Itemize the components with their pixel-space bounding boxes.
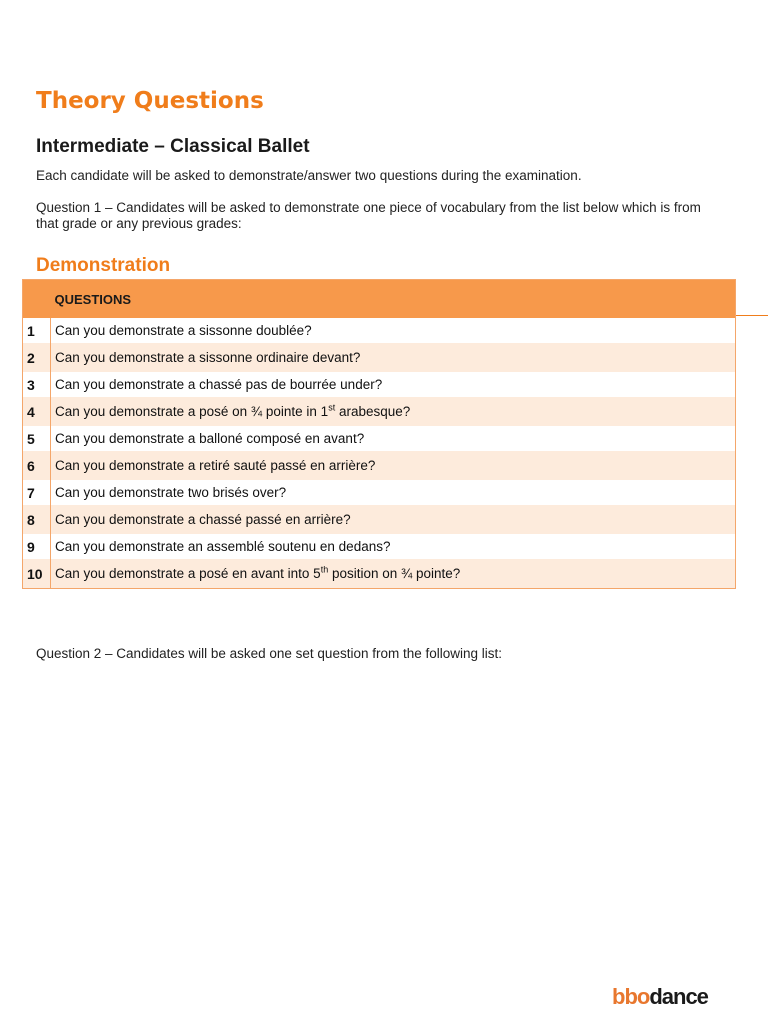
ordinal-suffix: th: [320, 564, 329, 575]
question-text-start: Can you demonstrate a posé en avant into 5: [55, 566, 321, 581]
table-row: [23, 451, 736, 480]
page-title: Theory Questions: [36, 88, 264, 114]
question-text: Can you demonstrate a sissonne doublée?: [51, 318, 736, 343]
question2-text: Question 2 – Candidates will be asked one set question from the following list:: [36, 646, 503, 661]
table-row: [23, 426, 736, 451]
row-number: 9: [23, 534, 51, 559]
row-number: 1: [23, 318, 51, 343]
side-divider-line: [736, 315, 768, 316]
table-row: [23, 505, 736, 534]
row-number: 7: [23, 480, 51, 505]
row-number: 3: [23, 372, 51, 397]
question-text: Can you demonstrate a balloné composé en avant?: [51, 426, 736, 451]
row-number: 10: [23, 559, 51, 589]
question-text: [51, 397, 736, 426]
row-number: 6: [23, 451, 51, 480]
ordinal-suffix: st: [328, 402, 336, 413]
table-row: [23, 397, 736, 426]
question-text-start: Can you demonstrate a posé on ¾ pointe in 1: [55, 404, 329, 419]
logo-text-dance: dance: [649, 984, 708, 1009]
row-number: 4: [23, 397, 51, 426]
question-text: Can you demonstrate a chassé pas de bourrée under?: [51, 372, 736, 397]
header-number-cell: [23, 280, 51, 319]
header-questions-cell: QUESTIONS: [51, 280, 736, 319]
table-header-row: [23, 280, 736, 319]
logo-text-bbo: bbo: [612, 984, 650, 1009]
table-row: [23, 318, 736, 343]
question-text: Can you demonstrate two brisés over?: [51, 480, 736, 505]
question-text-end: arabesque?: [335, 404, 411, 419]
question-text: [51, 559, 736, 589]
section-heading-demonstration: Demonstration: [36, 255, 171, 276]
table-row: [23, 559, 736, 589]
row-number: 5: [23, 426, 51, 451]
row-number: 8: [23, 505, 51, 534]
demonstration-table: [22, 279, 736, 589]
question-text-end: position on ¾ pointe?: [328, 566, 461, 581]
table-row: [23, 343, 736, 372]
page-subtitle: Intermediate – Classical Ballet: [36, 136, 310, 157]
bbodance-logo: [612, 984, 708, 1010]
row-number: 2: [23, 343, 51, 372]
table-row: [23, 534, 736, 559]
question-text: Can you demonstrate a retiré sauté passé en arrière?: [51, 451, 736, 480]
question-text: Can you demonstrate a chassé passé en arrière?: [51, 505, 736, 534]
question1-text: Question 1 – Candidates will be asked to demonstrate one piece of vocabulary from the list below which is from that grade or any previous grades:: [36, 200, 701, 231]
table-row: [23, 372, 736, 397]
question-text: Can you demonstrate a sissonne ordinaire devant?: [51, 343, 736, 372]
question-text: Can you demonstrate an assemblé soutenu en dedans?: [51, 534, 736, 559]
intro-text: Each candidate will be asked to demonstrate/answer two questions during the examination.: [36, 168, 582, 183]
table-row: [23, 480, 736, 505]
